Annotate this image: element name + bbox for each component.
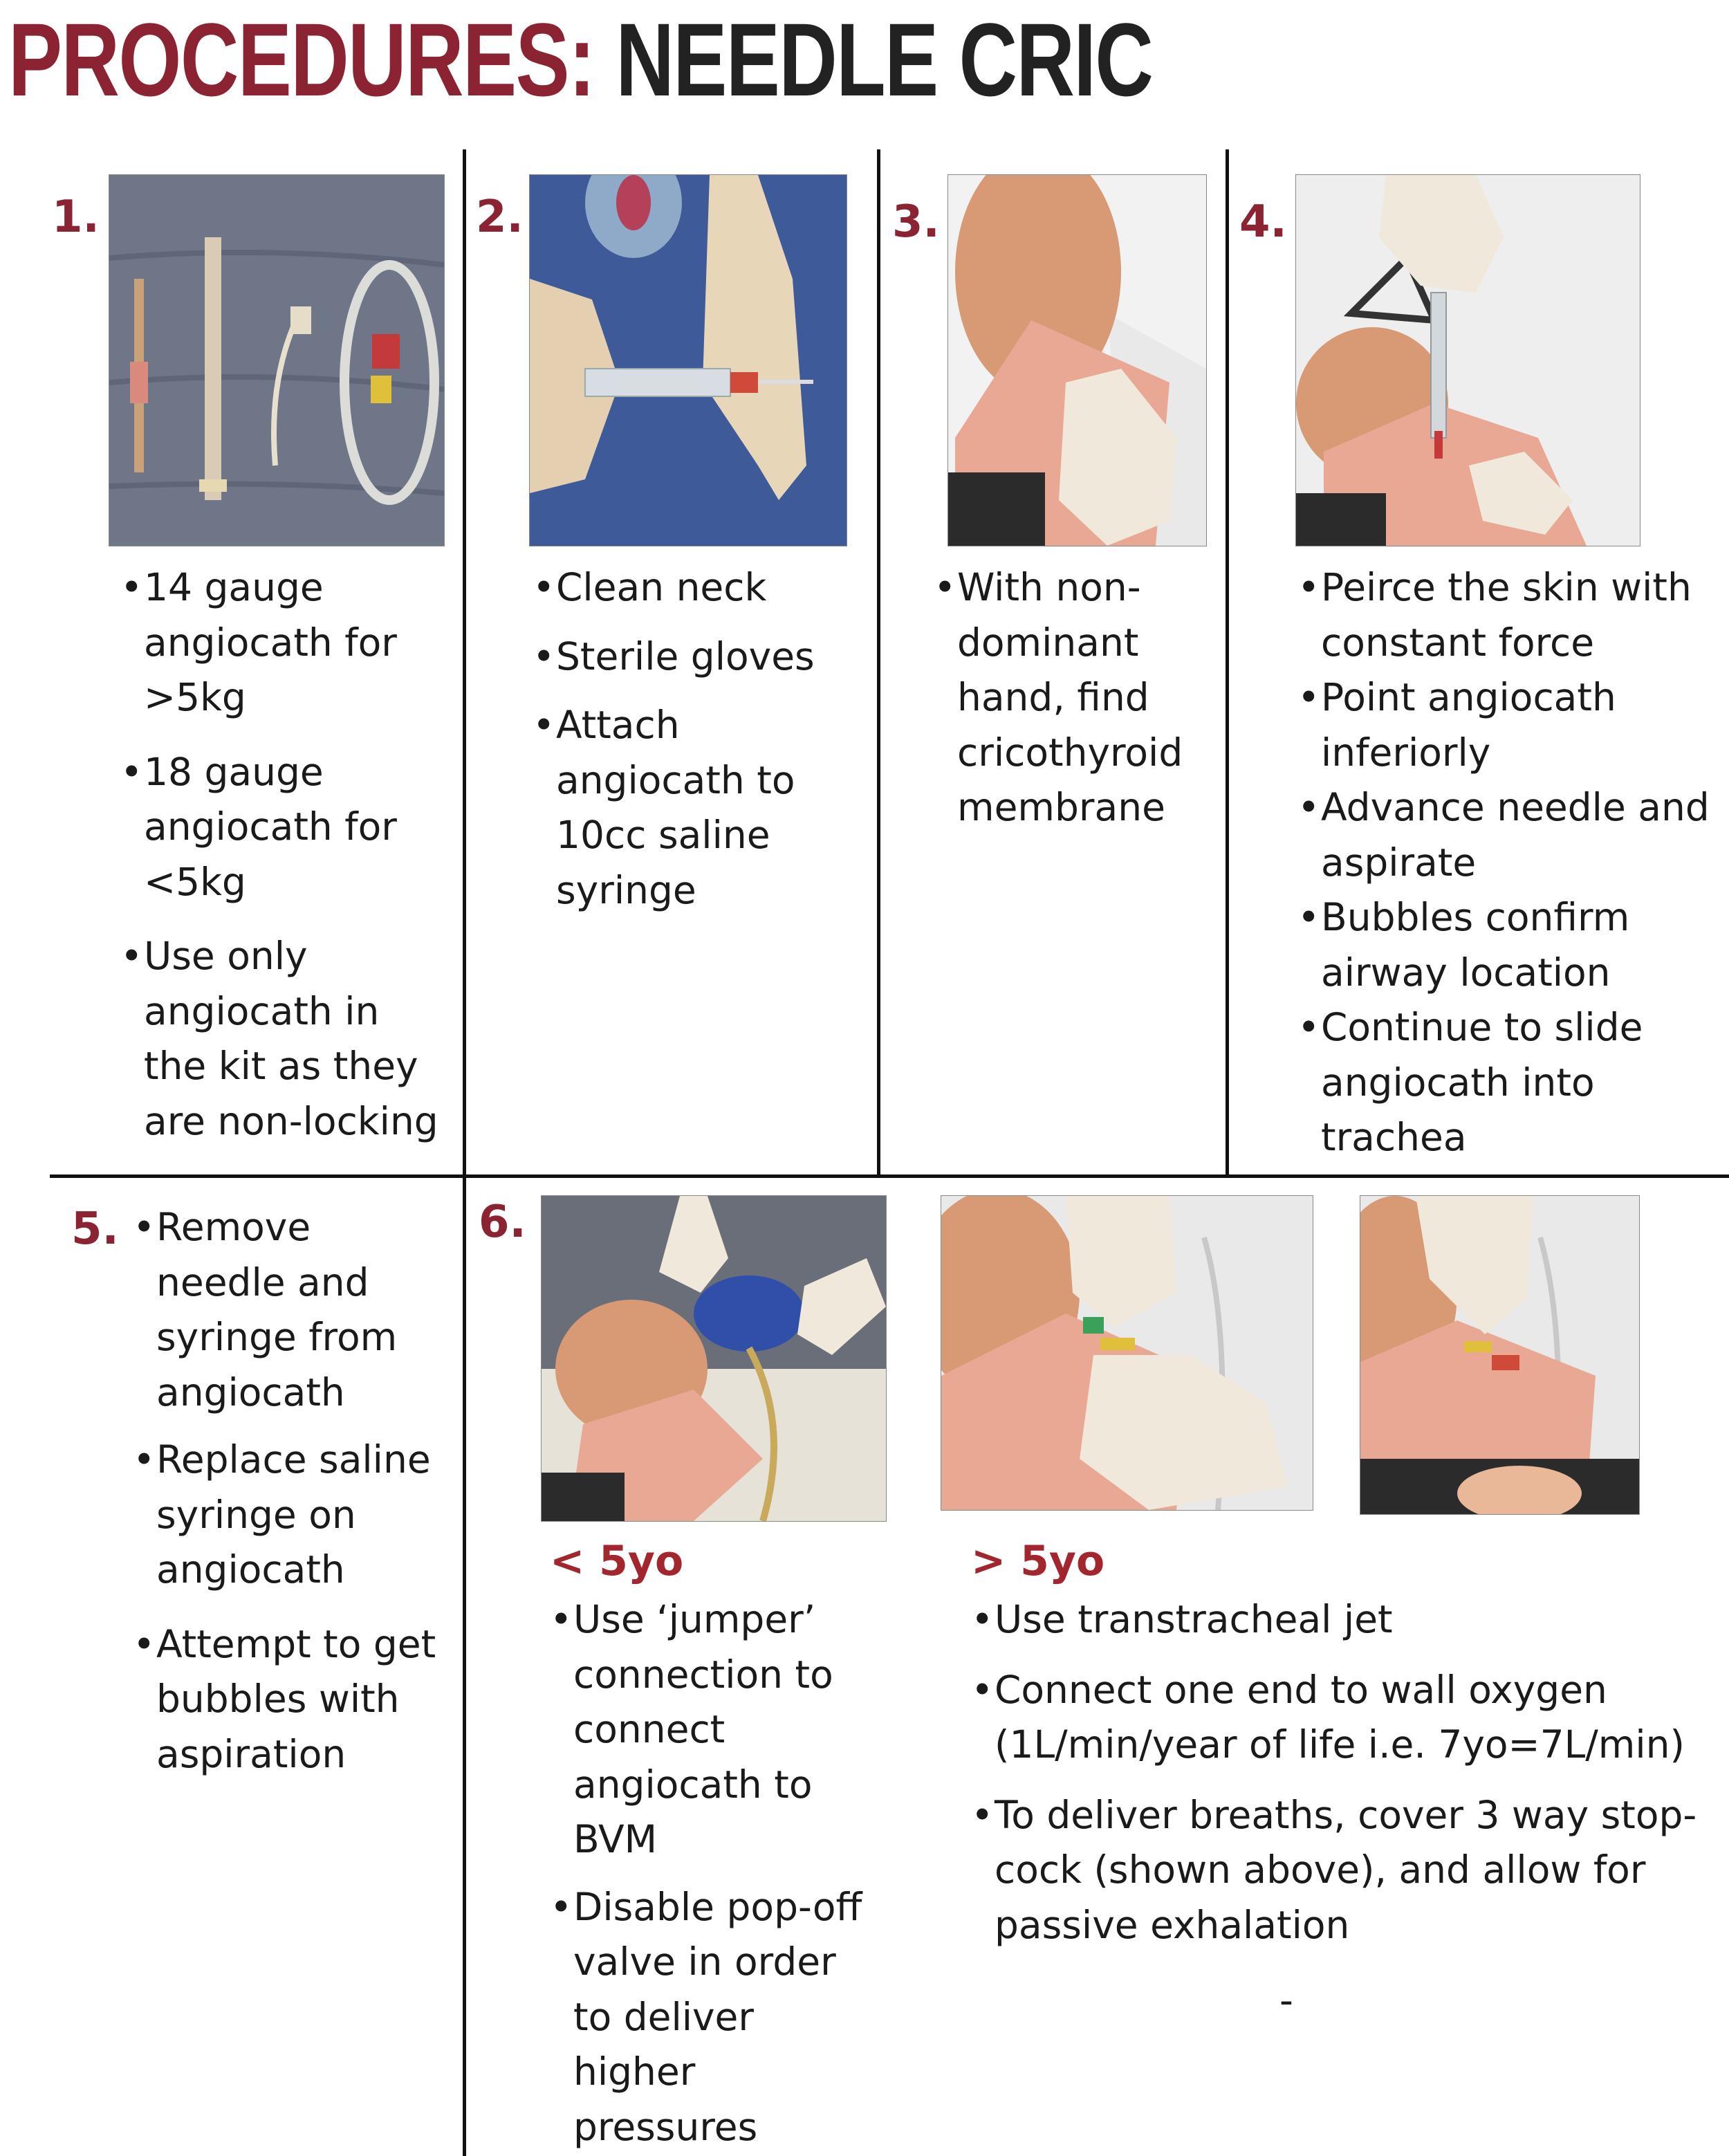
divider-row [50, 1174, 1729, 1178]
step-5-bullet-3: • Attempt to get bubbles with aspiration [133, 1617, 437, 1782]
step-1-bullet-3: • Use only angiocath in the kit as they are non-locking [120, 929, 452, 1149]
step-6-photo-bvm [541, 1195, 887, 1522]
step-3-number: 3. [892, 196, 940, 248]
under-5-heading: < 5yo [550, 1537, 684, 1585]
step-2-bullet-2: • Sterile gloves [533, 629, 864, 685]
under-5-bullet-1: • Use ‘jumper’ connection to connect angiocath to BVM [550, 1592, 868, 1868]
step-4-bullet-1: • Peirce the skin with constant force [1297, 560, 1726, 670]
step-4-number: 4. [1239, 196, 1287, 248]
over-5-bullet-2: • Connect one end to wall oxygen (1L/min/year of life i.e. 7yo=7L/min) [971, 1663, 1704, 1773]
over-5-bullets [971, 1592, 1704, 1953]
step-6-number: 6. [479, 1197, 526, 1248]
step-1-bullet-2: • 18 gauge angiocath for <5kg [120, 745, 452, 910]
over-5-bullet-1: • Use transtracheal jet [971, 1592, 1704, 1648]
divider-col2 [877, 149, 880, 1178]
title-needle-cric: NEEDLE CRIC [616, 1, 1153, 118]
step-6-photo-jet-2 [1360, 1195, 1640, 1515]
step-1-bullet-1: • 14 gauge angiocath for >5kg [120, 560, 452, 726]
step-3-bullet-1: • With non-dominant hand, find cricothyroid membrane [934, 560, 1210, 836]
over-5-heading: > 5yo [971, 1537, 1105, 1585]
step-3-bullets [934, 560, 1210, 836]
step-4-bullet-4: • Bubbles confirm airway location [1297, 890, 1726, 1000]
over-5-bullet-3: • To deliver breaths, cover 3 way stop-cock (shown above), and allow for passive exhalation [971, 1788, 1704, 1953]
step-2-bullets [533, 560, 864, 918]
step-4-bullet-5: • Continue to slide angiocath into trachea [1297, 1000, 1726, 1165]
step-4-photo [1295, 174, 1640, 546]
step-6-photo-jet-1 [941, 1195, 1313, 1511]
step-1-photo [109, 174, 445, 546]
step-1-number: 1. [52, 192, 100, 243]
step-4-bullet-2: • Point angiocath inferiorly [1297, 670, 1726, 780]
step-4-bullet-3: • Advance needle and aspirate [1297, 780, 1726, 890]
under-5-bullets [550, 1592, 868, 2155]
step-2-bullet-1: • Clean neck [533, 560, 864, 616]
divider-col3 [1226, 149, 1229, 1178]
divider-col1 [463, 149, 466, 2156]
trailing-dash: - [1279, 1978, 1293, 2023]
title-procedures: PROCEDURES: [8, 1, 595, 118]
step-5-bullet-1: • Remove needle and syringe from angiocath [133, 1200, 437, 1420]
step-5-number: 5. [71, 1204, 119, 1255]
step-2-bullet-3: • Attach angiocath to 10cc saline syringe [533, 698, 864, 918]
page-title [8, 0, 1152, 120]
step-1-bullets [120, 560, 452, 1149]
step-2-photo [529, 174, 847, 546]
step-3-photo [947, 174, 1207, 546]
under-5-bullet-2: • Disable pop-off valve in order to deliver higher pressures [550, 1880, 868, 2155]
step-5-bullet-2: • Replace saline syringe on angiocath [133, 1432, 437, 1598]
step-5-bullets [133, 1200, 437, 1782]
step-4-bullets [1297, 560, 1726, 1165]
step-2-number: 2. [476, 192, 524, 243]
